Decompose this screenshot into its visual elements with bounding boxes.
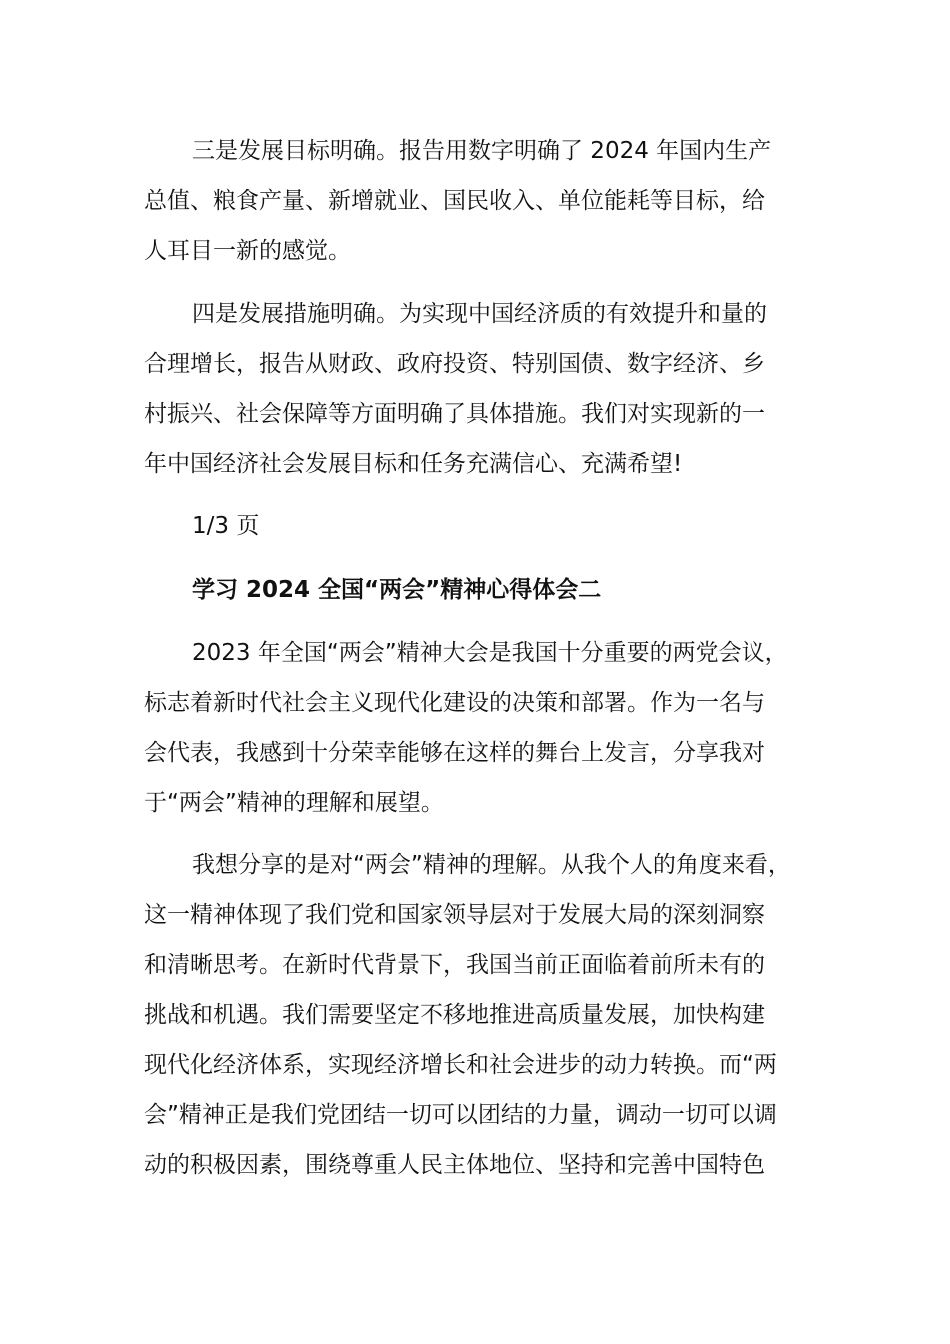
paragraph-6-line-5: 现代化经济体系，实现经济增长和社会进步的动力转换。而“两 xyxy=(144,1052,777,1078)
section-title: 学习 2024 全国“两会”精神心得体会二 xyxy=(192,577,602,603)
paragraph-3-line-1: 三是发展目标明确。报告用数字明确了 2024 年国内生产 xyxy=(192,138,772,164)
paragraph-6-line-7: 动的积极因素，围绕尊重人民主体地位、坚持和完善中国特色 xyxy=(144,1152,765,1178)
paragraph-5-line-4: 于“两会”精神的理解和展望。 xyxy=(144,790,444,816)
paragraph-4-line-1: 四是发展措施明确。为实现中国经济质的有效提升和量的 xyxy=(192,301,767,327)
paragraph-5-line-3: 会代表，我感到十分荣幸能够在这样的舞台上发言，分享我对 xyxy=(144,740,765,766)
paragraph-5-line-1: 2023 年全国“两会”精神大会是我国十分重要的两党会议， xyxy=(192,640,788,666)
paragraph-4-line-3: 村振兴、社会保障等方面明确了具体措施。我们对实现新的一 xyxy=(144,401,765,427)
paragraph-6-line-2: 这一精神体现了我们党和国家领导层对于发展大局的深刻洞察 xyxy=(144,902,765,928)
paragraph-6-line-3: 和清晰思考。在新时代背景下，我国当前正面临着前所未有的 xyxy=(144,952,765,978)
page-number: 1/3 页 xyxy=(192,513,260,539)
paragraph-4-line-2: 合理增长，报告从财政、政府投资、特别国债、数字经济、乡 xyxy=(144,351,765,377)
paragraph-3-line-2: 总值、粮食产量、新增就业、国民收入、单位能耗等目标，给 xyxy=(144,188,765,214)
paragraph-6-line-4: 挑战和机遇。我们需要坚定不移地推进高质量发展，加快构建 xyxy=(144,1002,765,1028)
paragraph-6-line-6: 会”精神正是我们党团结一切可以团结的力量，调动一切可以调 xyxy=(144,1102,777,1128)
paragraph-6-line-1: 我想分享的是对“两会”精神的理解。从我个人的角度来看， xyxy=(192,852,791,878)
paragraph-3-line-3: 人耳目一新的感觉。 xyxy=(144,238,351,264)
paragraph-4-line-4: 年中国经济社会发展目标和任务充满信心、充满希望! xyxy=(144,451,683,477)
paragraph-5-line-2: 标志着新时代社会主义现代化建设的决策和部署。作为一名与 xyxy=(144,690,765,716)
